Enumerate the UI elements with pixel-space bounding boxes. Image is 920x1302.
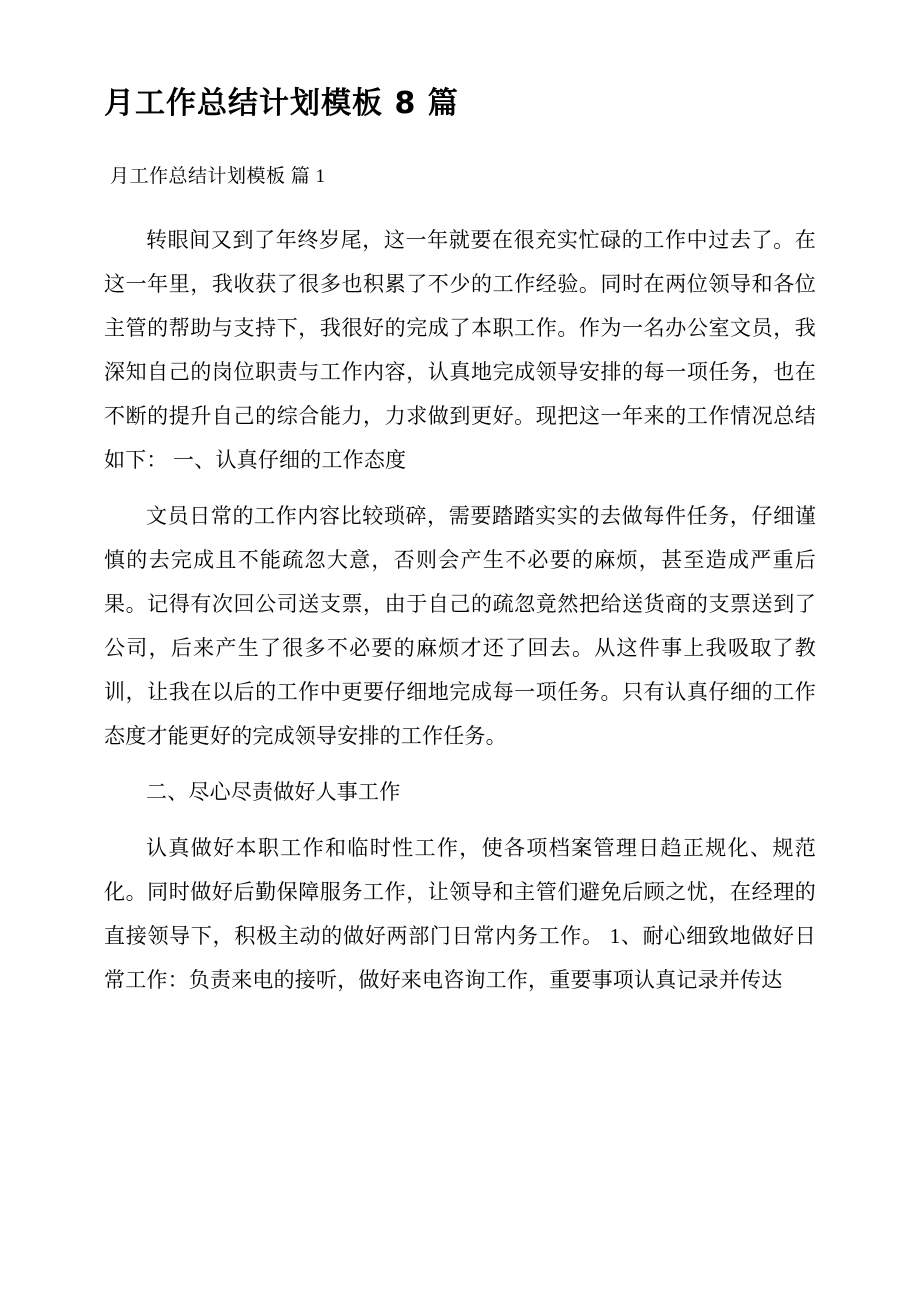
body-paragraph: 二、尽心尽责做好人事工作 <box>146 780 401 805</box>
page-title: 月工作总结计划模板 8 篇 <box>104 86 459 121</box>
body-paragraph: 认真做好本职工作和临时性工作，使各项档案管理日趋正规化、规范化。同时做好后勤保障服务工作，让领导和主管们避免后顾之忧，在经理的直接领导下，积极主动的做好两部门日常内务工作。 1、耐心细致地做好日常工作：负责来电的接听，做好来电咨询工作，重要事项认真记录并传达 <box>104 836 816 993</box>
document-subtitle: 月工作总结计划模板 篇 1 <box>110 166 326 187</box>
body-paragraph: 文员日常的工作内容比较琐碎，需要踏踏实实的去做每件任务，仔细谨慎的去完成且不能疏忽大意，否则会产生不必要的麻烦，甚至造成严重后果。记得有次回公司送支票，由于自己的疏忽竟然把给送货商的支票送到了公司，后来产生了很多不必要的麻烦才还了回去。从这件事上我吸取了教训，让我在以后的工作中更要仔细地完成每一项任务。只有认真仔细的工作态度才能更好的完成领导安排的工作任务。 <box>104 504 816 749</box>
body-paragraph: 转眼间又到了年终岁尾，这一年就要在很充实忙碌的工作中过去了。在这一年里，我收获了很多也积累了不少的工作经验。同时在两位领导和各位主管的帮助与支持下，我很好的完成了本职工作。作为一名办公室文员，我深知自己的岗位职责与工作内容，认真地完成领导安排的每一项任务，也在不断的提升自己的综合能力，力求做到更好。现把这一年来的工作情况总结如下： 一、认真仔细的工作态度 <box>104 228 816 473</box>
